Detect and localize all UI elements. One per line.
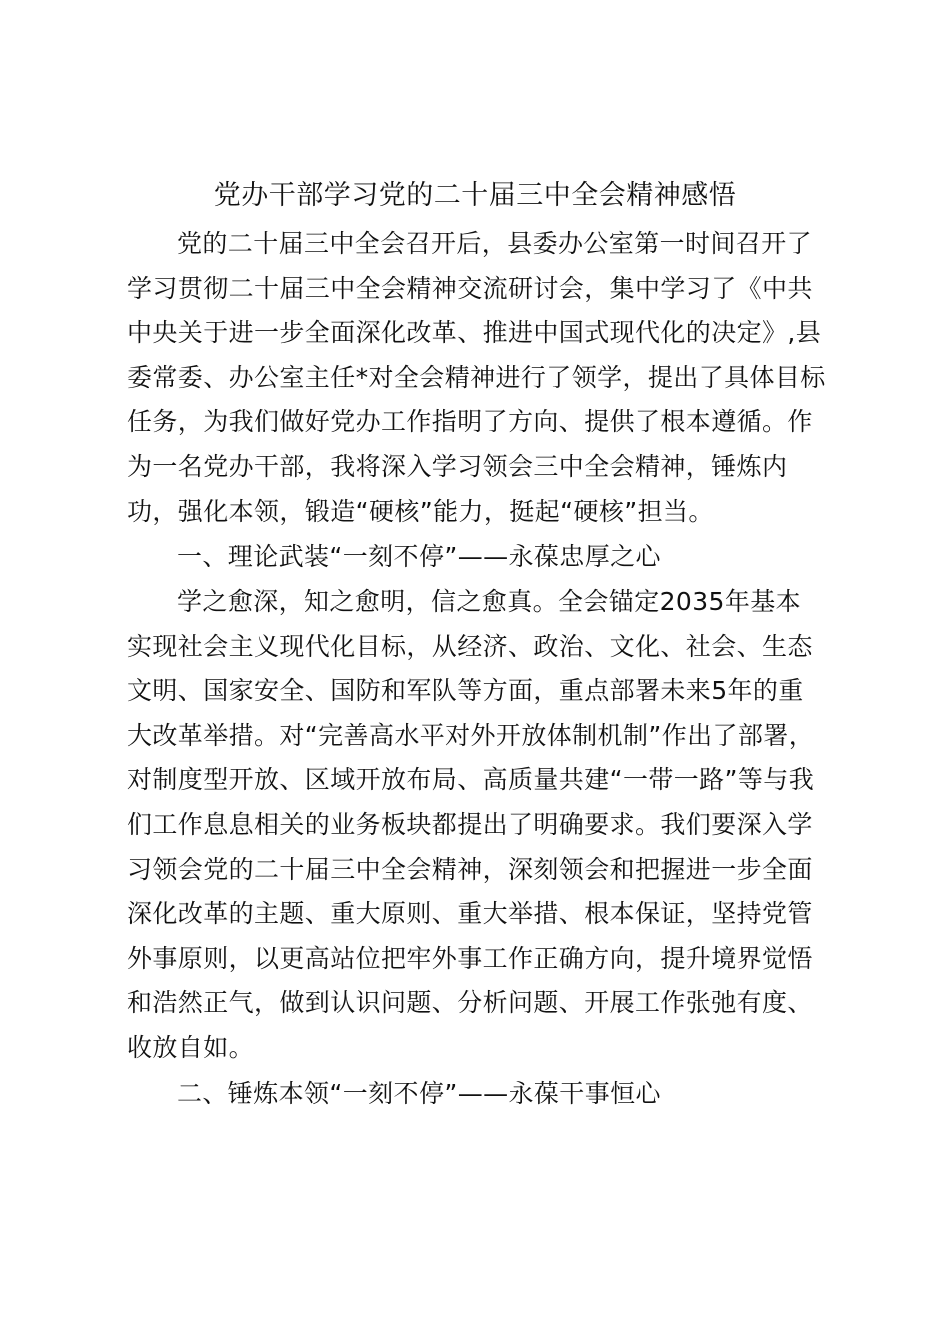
text-line: 委常委、办公室主任*对全会精神进行了领学，提出了具体目标 bbox=[127, 362, 826, 392]
text-line: 学习贯彻二十届三中全会精神交流研讨会，集中学习了《中共 bbox=[127, 273, 813, 303]
intro-paragraph bbox=[127, 222, 827, 534]
section1-paragraph bbox=[127, 580, 827, 1071]
section-heading-2: 二、锤炼本领“一刻不停”——永葆干事恒心 bbox=[177, 1079, 661, 1108]
text-line: 实现社会主义现代化目标，从经济、政治、文化、社会、生态 bbox=[127, 631, 813, 661]
text-line: 大改革举措。对“完善高水平对外开放体制机制”作出了部署， bbox=[127, 720, 815, 750]
text-line: 为一名党办干部，我将深入学习领会三中全会精神，锤炼内 bbox=[127, 451, 788, 481]
text-line: 学之愈深，知之愈明，信之愈真。全会锚定2035年基本 bbox=[177, 587, 802, 616]
text-line: 任务，为我们做好党办工作指明了方向、提供了根本遵循。作 bbox=[127, 407, 813, 437]
text-line: 习领会党的二十届三中全会精神，深刻领会和把握进一步全面 bbox=[127, 854, 813, 884]
text-line: 对制度型开放、区域开放布局、高质量共建“一带一路”等与我 bbox=[127, 765, 815, 795]
text-line: 中央关于进一步全面深化改革、推进中国式现代化的决定》,县 bbox=[127, 318, 822, 348]
text-line: 功，强化本领，锻造“硬核”能力，挺起“硬核”担当。 bbox=[127, 496, 714, 526]
text-line: 文明、国家安全、国防和军队等方面，重点部署未来5年的重 bbox=[127, 676, 804, 706]
text-line: 党的二十届三中全会召开后，县委办公室第一时间召开了 bbox=[177, 229, 813, 258]
text-line: 外事原则，以更高站位把牢外事工作正确方向，提升境界觉悟 bbox=[127, 943, 813, 973]
text-line: 和浩然正气，做到认识问题、分析问题、开展工作张弛有度、 bbox=[127, 988, 813, 1018]
section-heading-1: 一、理论武装“一刻不停”——永葆忠厚之心 bbox=[177, 542, 661, 571]
document-title: 党办干部学习党的二十届三中全会精神感悟 bbox=[213, 180, 737, 211]
text-line: 深化改革的主题、重大原则、重大举措、根本保证，坚持党管 bbox=[127, 899, 813, 929]
text-line: 收放自如。 bbox=[127, 1032, 255, 1062]
text-line: 们工作息息相关的业务板块都提出了明确要求。我们要深入学 bbox=[127, 809, 813, 839]
